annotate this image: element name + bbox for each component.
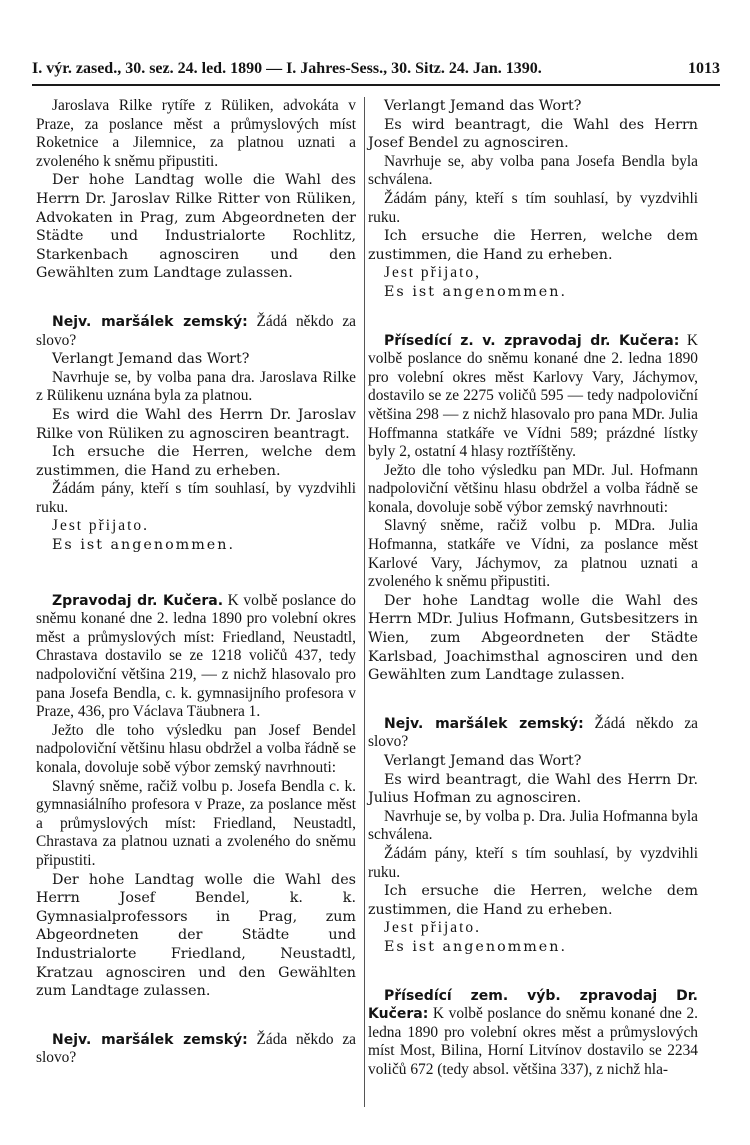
running-header (32, 60, 720, 78)
resolution-german: Es ist angenommen. (384, 283, 568, 300)
paragraph: Navrhuje se, by volba p. Dra. Julia Hofmanna byla schválena. (368, 807, 698, 844)
resolution-czech: Jest přijato, (384, 264, 481, 282)
speaker-paragraph (368, 987, 698, 1080)
paragraph-german: Es wird die Wahl des Herrn Dr. Jaroslav Rilke von Rüliken zu agnosciren beantragt. (36, 406, 356, 442)
speaker-paragraph (368, 332, 698, 462)
speaker-paragraph (36, 313, 356, 350)
column-divider (364, 97, 365, 1107)
paragraph-german: Verlangt Jemand das Wort? (384, 98, 582, 114)
speaker-text: K volbě poslance do sněmu konané dne 2. ledna 1890 pro volební okres měst a průmyslových míst Most, Bilina, Horní Litvínov dostavilo se 2234 voličů 672 (tedy absol. většina 337), z nichž hla- (368, 1005, 698, 1078)
resolution-czech: Jest přijato. (384, 919, 481, 937)
paragraph: Jaroslava Rilke rytíře z Rüliken, advokáta v Praze, za poslance měst a průmyslových míst Roketnice a Jilemnice, za platnou uznati a zvoleného k sněmu připustiti. (36, 97, 356, 170)
paragraph-german: Es wird beantragt, die Wahl des Herrn Josef Bendel zu agnosciren. (368, 116, 698, 152)
paragraph-german: Es wird beantragt, die Wahl des Herrn Dr. Julius Hofman zu agnosciren. (368, 771, 698, 807)
speaker-name: Přísedící z. v. zpravodaj dr. Kučera: (384, 332, 680, 349)
resolution-german: Es ist angenommen. (384, 938, 568, 955)
speaker-name: Přísedící zem. výb. zpravodaj Dr. Kučera: (368, 987, 698, 1023)
speaker-text: K volbě poslance do sněmu konané dne 2. ledna 1890 pro volební okres měst a průmyslových míst: Friedland, Neustadtl, Chrastava dostavilo se ze 1218 voličů 437, tedy nadpoloviční většina 219, — z nichž hlasovalo pro pana Josefa Bendla, c. k. gymnasijního profesora v Praze, 436, pro Václava Täubnera 1. (36, 591, 356, 721)
paragraph: Navrhuje se, by volba pana dra. Jaroslava Rilke z Rülikenu uznána byla za platnou. (36, 368, 356, 405)
paragraph: Slavný sněme, račiž volbu p. MDra. Julia Hofmanna, statkáře ve Vídni, za poslance měst Karlové Vary, Jáchymov, za platnou uznati a zvoleného k sněmu připustiti. (368, 517, 698, 591)
resolution-german: Es ist angenommen. (52, 537, 236, 554)
paragraph-german: Verlangt Jemand das Wort? (384, 753, 582, 769)
paragraph: Navrhuje se, aby volba pana Josefa Bendla byla schválena. (368, 152, 698, 189)
resolution-czech: Jest přijato. (52, 517, 149, 535)
paragraph-german: Verlangt Jemand das Wort? (52, 351, 250, 368)
speaker-text: Žáda někdo za slovo? (36, 1030, 356, 1067)
paragraph: Ježto dle toho výsledku pan Josef Bendel nadpoloviční většinu hlasu obdržel a volba řádně se konala, dovoluje sobě výbor zemský navrhnouti: (36, 721, 356, 776)
paragraph: Žádám pány, kteří s tím souhlasí, by vyzdvihli ruku. (368, 844, 698, 881)
speaker-name: Nejv. maršálek zemský: (52, 1031, 248, 1048)
speaker-text: Žádá někdo za slovo? (36, 312, 356, 349)
paragraph-german: Der hohe Landtag wolle die Wahl des Herrn MDr. Julius Hofmann, Gutsbesitzers in Wien, zum Abgeordneten der Städte Karlsbad, Joachimsthal agnosciren und den Gewählten zum Landtage zulassen. (368, 592, 698, 684)
speaker-text: Žádá někdo za slovo? (368, 714, 698, 751)
speaker-name: Nejv. maršálek zemský: (52, 313, 248, 330)
paragraph: Slavný sněme, račiž volbu p. Josefa Bendla c. k. gymnasiálního profesora v Praze, za poslance měst a průmyslových míst: Friedland, Neustadtl, Chrastava za platnou uznati a zvoleného do sněmu připustiti. (36, 777, 356, 869)
page-number: 1013 (688, 60, 720, 77)
paragraph: Žádám pány, kteří s tím souhlasí, by vyzdvihli ruku. (36, 480, 356, 516)
speaker-text: K volbě poslance do sněmu konané dne 2. ledna 1890 pro volební okres měst Karlovy Vary, Jáchymov, dostavilo se ze 2275 voličů 595 — tedy nadpoloviční většina 298 — z nichž hlasovalo pro pana MDr. Julia Hoffmanna statkáře ve Vídni 589; prázdné lístky byly 2, ostatní 4 hlasy roztříštěny. (368, 331, 698, 461)
paragraph-german: Ich ersuche die Herren, welche dem zustimmen, die Hand zu erheben. (368, 883, 698, 918)
right-column (368, 97, 698, 1080)
speaker-paragraph (36, 592, 356, 722)
header-rule (32, 84, 720, 86)
header-session-line: I. výr. zased., 30. sez. 24. led. 1890 — I. Jahres-Sess., 30. Sitz. 24. Jan. 1390. (32, 60, 542, 77)
paragraph-german: Ich ersuche die Herren, welche dem zustimmen, die Hand zu erheben. (36, 444, 356, 479)
speaker-paragraph (368, 715, 698, 752)
paragraph: Ježto dle toho výsledku pan MDr. Jul. Hofmann nadpoloviční většinu hlasu obdržel a volba řádně se konala, dovoluje sobě výbor zemský navrhnouti: (368, 461, 698, 516)
speaker-name: Zpravodaj dr. Kučera. (52, 592, 224, 609)
speaker-name: Nejv. maršálek zemský: (384, 715, 584, 732)
paragraph-german: Der hohe Landtag wolle die Wahl des Herrn Dr. Jaroslav Rilke Ritter von Rüliken, Advokaten in Prag, zum Abgeordneten der Städte und Industrialorte Rochlitz, Starkenbach agnosciren und den Gewählten zum Landtage zulassen. (36, 172, 356, 282)
paragraph-german: Ich ersuche die Herren, welche dem zustimmen, die Hand zu erheben. (368, 228, 698, 263)
paragraph: Žádám pány, kteří s tím souhlasí, by vyzdvihli ruku. (368, 189, 698, 226)
speaker-paragraph (36, 1031, 356, 1068)
left-column (36, 97, 356, 1068)
paragraph-german: Der hohe Landtag wolle die Wahl des Herrn Josef Bendel, k. k. Gymnasialprofessors in Prag, zum Abgeordneten der Städte und Industrialorte Friedland, Neustadtl, Kratzau agnosciren und den Gewählten zum Landtage zulassen. (36, 871, 356, 1000)
